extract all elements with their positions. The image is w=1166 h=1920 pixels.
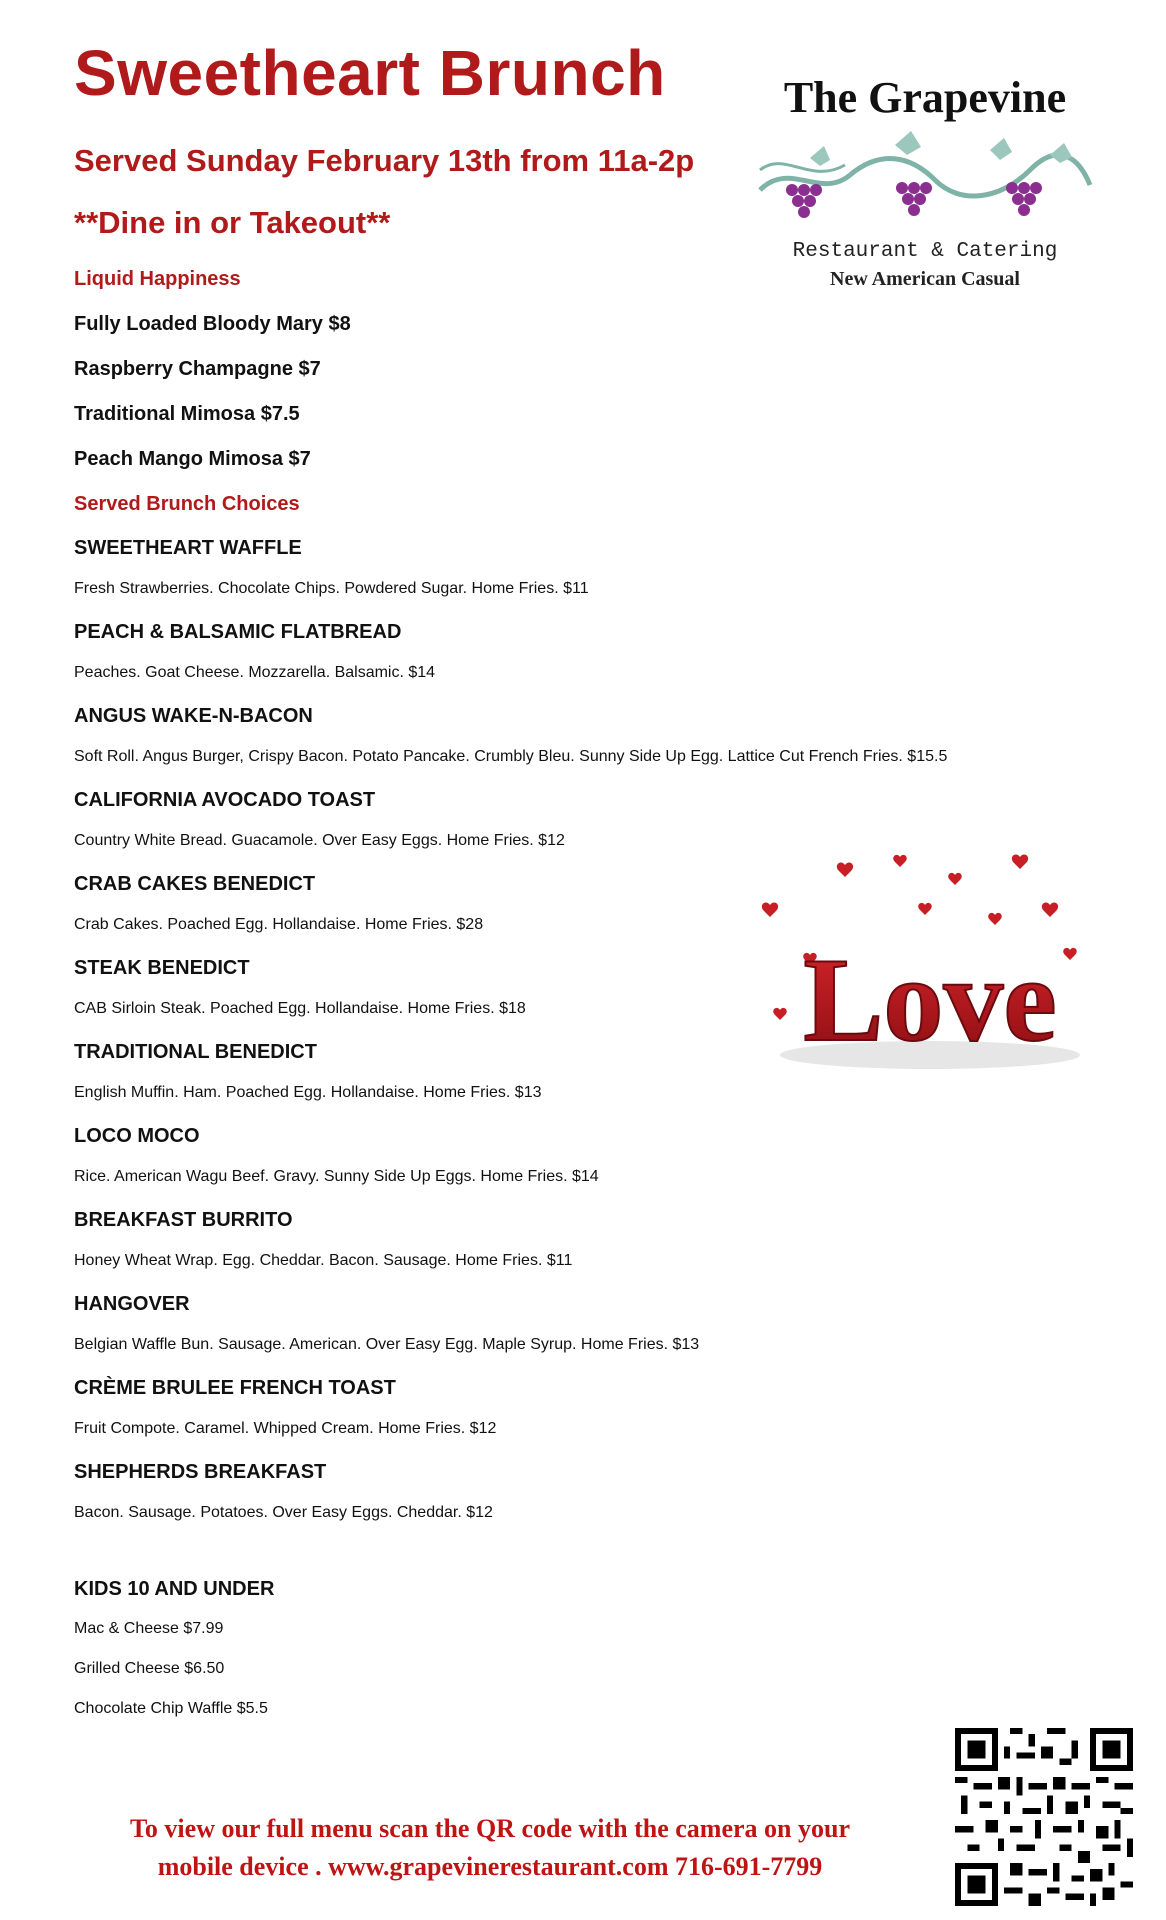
menu-item-desc: Bacon. Sausage. Potatoes. Over Easy Eggs. Cheddar. $12 — [74, 1504, 493, 1521]
menu-item-name: BREAKFAST BURRITO — [74, 1209, 293, 1231]
menu-item-name: LOCO MOCO — [74, 1125, 200, 1147]
menu-item-desc: Rice. American Wagu Beef. Gravy. Sunny Side Up Eggs. Home Fries. $14 — [74, 1168, 599, 1185]
menu-item-desc: CAB Sirloin Steak. Poached Egg. Hollandaise. Home Fries. $18 — [74, 1000, 526, 1017]
logo-name: The Grapevine — [783, 73, 1067, 122]
menu-item-desc: English Muffin. Ham. Poached Egg. Hollandaise. Home Fries. $13 — [74, 1084, 542, 1101]
drink-item: Peach Mango Mimosa $7 — [74, 448, 311, 470]
menu-item-desc: Country White Bread. Guacamole. Over Easy Eggs. Home Fries. $12 — [74, 832, 565, 849]
vine-icon — [760, 131, 1090, 218]
menu-item-name: SHEPHERDS BREAKFAST — [74, 1461, 327, 1483]
menu-item-name: TRADITIONAL BENEDICT — [74, 1041, 317, 1063]
menu-item-desc: Belgian Waffle Bun. Sausage. American. Over Easy Egg. Maple Syrup. Home Fries. $13 — [74, 1336, 700, 1353]
footer-note — [60, 1810, 920, 1886]
love-text: Love — [803, 933, 1057, 1066]
menu-item-name: STEAK BENEDICT — [74, 957, 250, 979]
logo-subtitle: Restaurant & Catering — [792, 240, 1058, 263]
menu-item-name: CRAB CAKES BENEDICT — [74, 873, 316, 895]
menu-item-name: SWEETHEART WAFFLE — [74, 537, 302, 559]
menu-item-name: HANGOVER — [74, 1293, 190, 1315]
kids-item: Chocolate Chip Waffle $5.5 — [74, 1700, 268, 1717]
menu-item-name: ANGUS WAKE-N-BACON — [74, 705, 313, 727]
menu-item-desc: Soft Roll. Angus Burger, Crispy Bacon. Potato Pancake. Crumbly Bleu. Sunny Side Up Egg. Lattice Cut French Fries. $15.5 — [74, 748, 948, 765]
kids-heading: KIDS 10 AND UNDER — [74, 1578, 275, 1600]
menu-item-desc: Peaches. Goat Cheese. Mozzarella. Balsamic. $14 — [74, 664, 436, 681]
footer-line-2[interactable]: mobile device . www.grapevinerestaurant.com 716-691-7799 — [157, 1852, 823, 1881]
grapevine-logo — [750, 70, 1100, 300]
drink-item: Raspberry Champagne $7 — [74, 358, 321, 380]
drink-item: Traditional Mimosa $7.5 — [74, 403, 300, 425]
drink-item: Fully Loaded Bloody Mary $8 — [74, 313, 351, 335]
qr-code[interactable] — [955, 1728, 1133, 1906]
dine-or-takeout: **Dine in or Takeout** — [74, 205, 391, 240]
menu-item-name: CRÈME BRULEE FRENCH TOAST — [74, 1377, 396, 1399]
kids-item: Mac & Cheese $7.99 — [74, 1620, 224, 1637]
menu-item-desc: Fresh Strawberries. Chocolate Chips. Powdered Sugar. Home Fries. $11 — [74, 580, 589, 597]
menu-item-desc: Crab Cakes. Poached Egg. Hollandaise. Home Fries. $28 — [74, 916, 484, 933]
brunch-heading: Served Brunch Choices — [74, 493, 300, 515]
footer-line-1: To view our full menu scan the QR code with the camera on your — [129, 1814, 851, 1843]
menu-item-desc: Fruit Compote. Caramel. Whipped Cream. Home Fries. $12 — [74, 1420, 497, 1437]
menu-item-desc: Honey Wheat Wrap. Egg. Cheddar. Bacon. Sausage. Home Fries. $11 — [74, 1252, 573, 1269]
kids-item: Grilled Cheese $6.50 — [74, 1660, 225, 1677]
page-title: Sweetheart Brunch — [74, 37, 666, 109]
menu-item-name: PEACH & BALSAMIC FLATBREAD — [74, 621, 402, 643]
love-hearts-image — [750, 845, 1100, 1080]
served-date: Served Sunday February 13th from 11a-2p — [74, 143, 695, 178]
menu-item-name: CALIFORNIA AVOCADO TOAST — [74, 789, 376, 811]
drinks-heading: Liquid Happiness — [74, 268, 241, 290]
logo-tagline: New American Casual — [830, 268, 1020, 290]
